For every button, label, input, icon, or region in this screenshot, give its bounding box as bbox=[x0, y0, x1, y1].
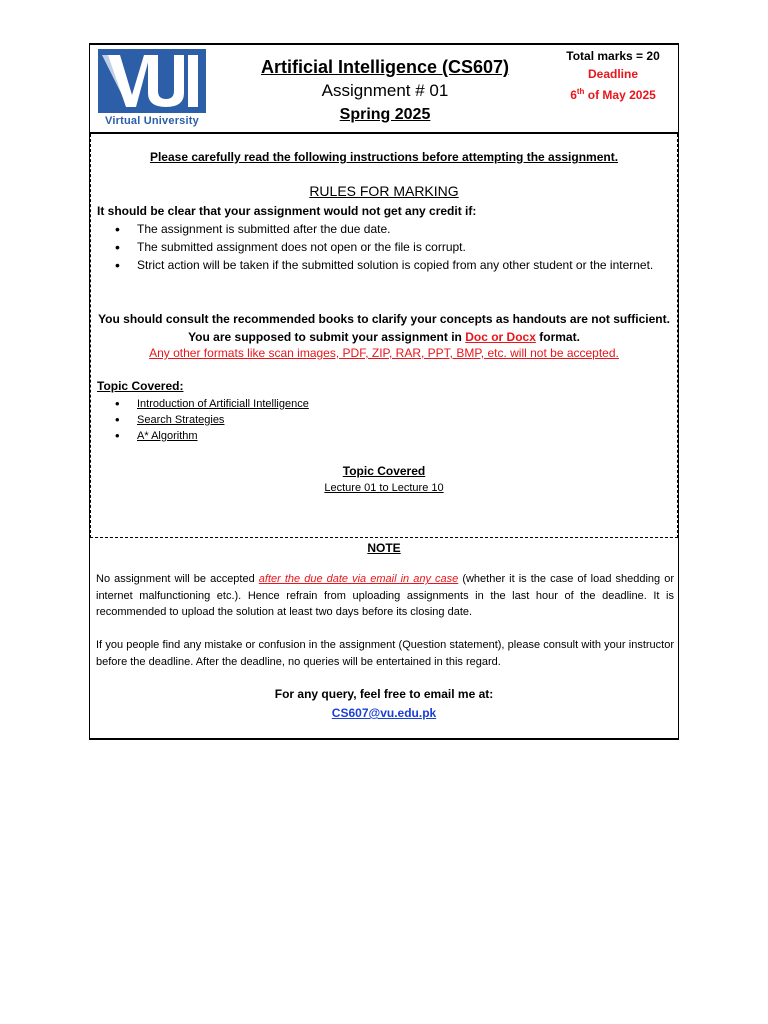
semester: Spring 2025 bbox=[339, 106, 431, 123]
note-paragraph-2: If you people find any mistake or confusion in the assignment (Question statement), please consult with your instructor before the deadline. After the deadline, no queries will be entertained in this regard. bbox=[96, 639, 674, 668]
submit-suffix: format. bbox=[535, 330, 580, 344]
email-link[interactable]: CS607@vu.edu.pk bbox=[331, 706, 437, 720]
vu-logo-icon bbox=[98, 49, 206, 113]
read-notice: Please carefully read the following instructions before attempting the assignment. bbox=[149, 150, 619, 164]
topic-heading-2: Topic Covered bbox=[342, 464, 426, 478]
note-p1-red: after the due date via email in any case bbox=[258, 573, 459, 585]
formats-warning: Any other formats like scan images, PDF, ZIP, RAR, PPT, BMP, etc. will not be accepted. bbox=[149, 346, 619, 360]
deadline-day: 6 bbox=[570, 88, 577, 102]
note-p1-prefix: No assignment will be accepted bbox=[96, 573, 259, 585]
query-line: For any query, feel free to email me at: bbox=[274, 687, 494, 701]
deadline-date bbox=[558, 83, 668, 104]
assignment-frame bbox=[89, 43, 679, 740]
logo-text: Virtual University bbox=[105, 115, 199, 127]
vu-logo bbox=[98, 49, 206, 129]
topic-heading: Topic Covered: bbox=[97, 379, 184, 393]
note-p1-suffix: (whether it is the case of load shedding or internet malfunctioning etc.). Hence refrain from uploading assignments in the last hour of the deadline. It is recommended to upload the solution at least two days before its closing date. bbox=[96, 573, 674, 618]
list-item: • A* Algorithm bbox=[137, 428, 309, 444]
marks-block bbox=[558, 47, 668, 104]
list-item: • Strict action will be taken if the submitted solution is copied from any other student or the internet. bbox=[137, 256, 675, 274]
topics-list bbox=[97, 396, 309, 444]
credit-line: It should be clear that your assignment would not get any credit if: bbox=[97, 204, 477, 218]
rules-list bbox=[97, 220, 675, 274]
consult-block bbox=[91, 310, 677, 346]
rules-title: RULES FOR MARKING bbox=[309, 183, 459, 199]
course-title: Artificial Intelligence (CS607) bbox=[260, 57, 510, 77]
list-item: • Introduction of Artificiall Intelligence bbox=[137, 396, 309, 412]
lecture-range: Lecture 01 to Lecture 10 bbox=[324, 482, 444, 494]
deadline-suffix: th bbox=[576, 87, 585, 96]
total-marks: Total marks = 20 bbox=[566, 49, 660, 63]
assignment-number: Assignment # 01 bbox=[321, 81, 449, 100]
list-item: • The submitted assignment does not open or the file is corrupt. bbox=[137, 238, 675, 256]
note-paragraph-1 bbox=[96, 571, 674, 621]
submit-format: Doc or Docx bbox=[465, 330, 536, 344]
header bbox=[90, 45, 678, 134]
deadline-rest: of May 2025 bbox=[584, 88, 656, 102]
list-item: • The assignment is submitted after the due date. bbox=[137, 220, 675, 238]
deadline-label: Deadline bbox=[587, 67, 638, 81]
consult-line: You should consult the recommended books to clarify your concepts as handouts are not sufficient. bbox=[98, 312, 670, 326]
note-title: NOTE bbox=[367, 541, 401, 555]
list-item: • Search Strategies bbox=[137, 412, 309, 428]
submit-line bbox=[91, 328, 677, 346]
title-block bbox=[220, 55, 550, 127]
vu-logo-mark bbox=[98, 49, 206, 113]
instructions-section bbox=[90, 134, 678, 538]
submit-prefix: You are supposed to submit your assignment in bbox=[188, 330, 466, 344]
note-section bbox=[90, 539, 678, 740]
